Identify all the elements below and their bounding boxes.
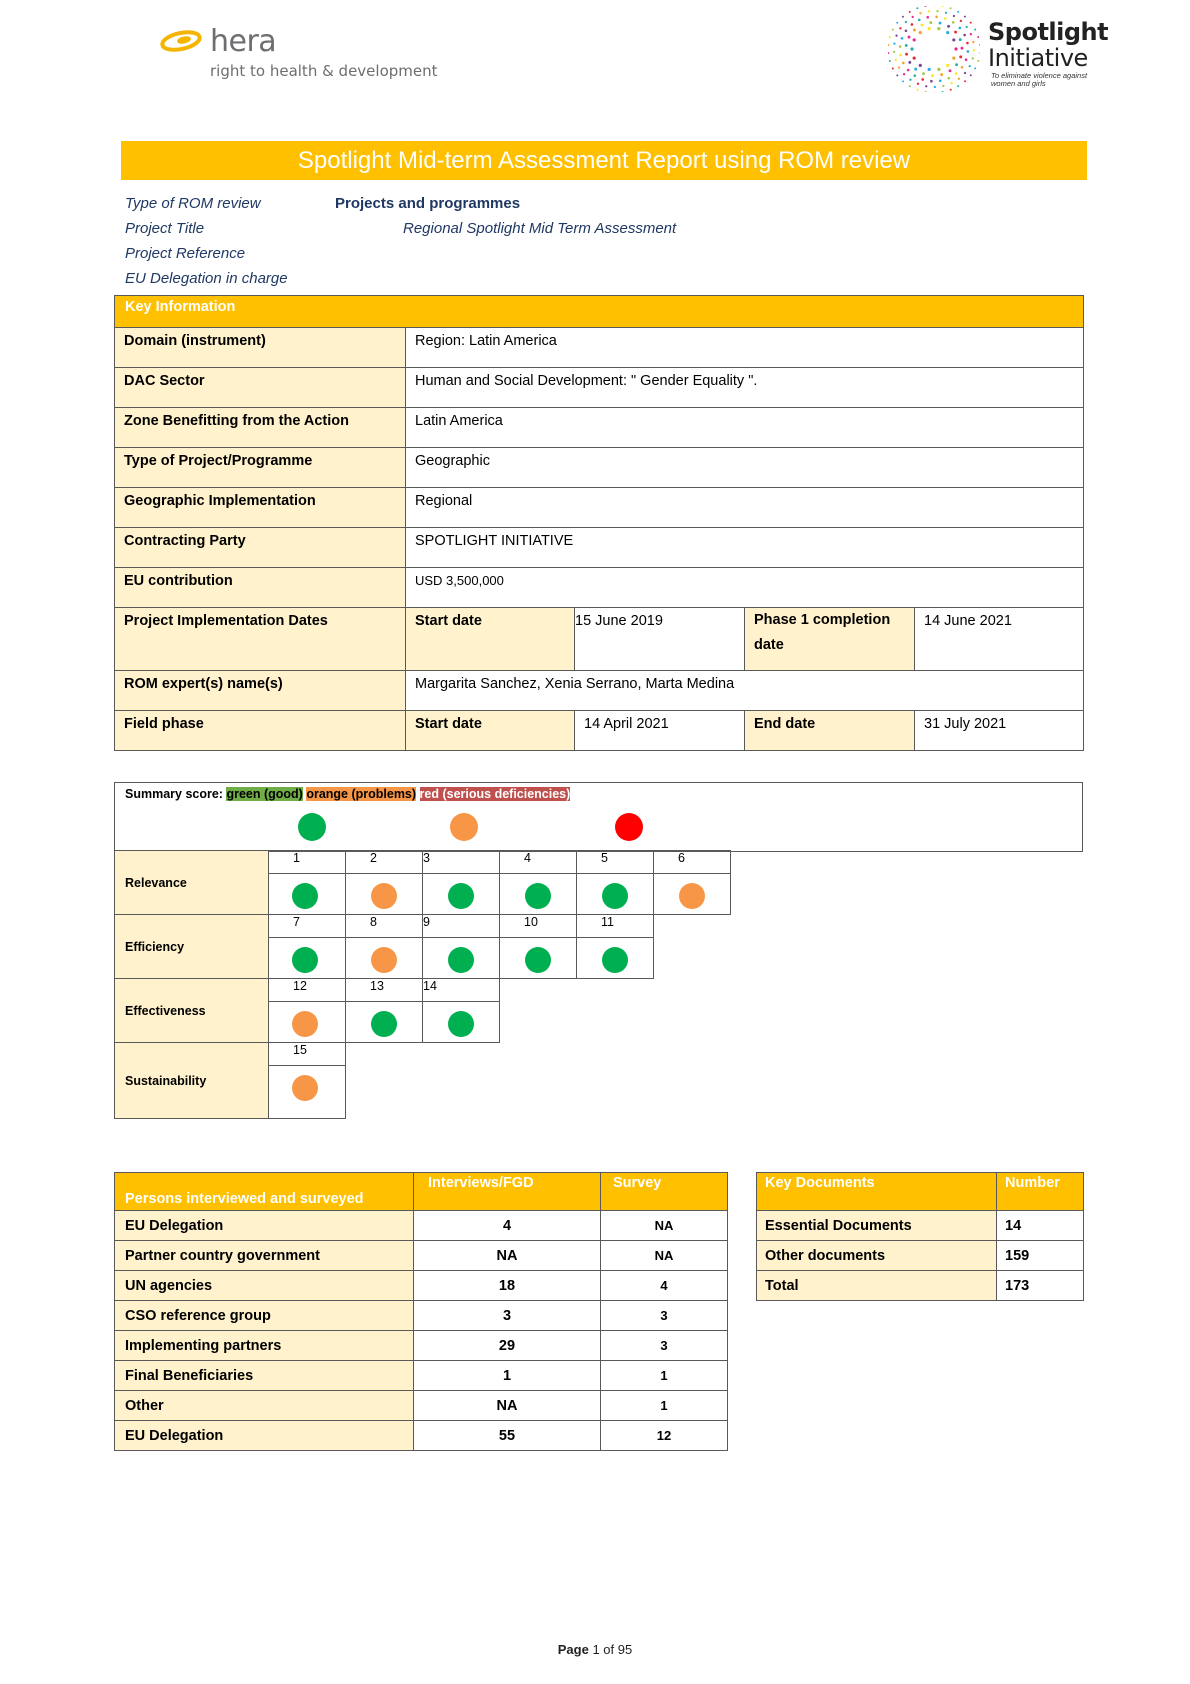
score-cell [500,874,577,915]
project-reference-label: Project Reference [125,245,246,262]
key-info-value: Regional [406,488,1084,528]
score-dot-green [292,947,318,973]
interviews-count: 18 [414,1271,601,1301]
key-documents-header: Key Documents [757,1173,997,1211]
survey-count: NA [601,1211,728,1241]
rom-experts-value: Margarita Sanchez, Xenia Serrano, Marta Medina [406,671,1084,711]
interviews-count: 55 [414,1421,601,1451]
survey-count: 3 [601,1331,728,1361]
score-dot-green [448,1011,474,1037]
interviews-count: 1 [414,1361,601,1391]
key-info-value: SPOTLIGHT INITIATIVE [406,528,1084,568]
score-dot-orange [292,1011,318,1037]
survey-count: 12 [601,1421,728,1451]
key-info-label: Type of Project/Programme [115,448,406,488]
key-info-value: Latin America [406,408,1084,448]
legend-orange: orange (problems) [306,787,417,801]
interviews-header: Interviews/FGD [414,1173,601,1211]
field-start-value: 14 April 2021 [575,711,745,751]
criterion-label: Relevance [115,851,269,915]
criterion-number: 5 [577,851,654,874]
score-cell [423,938,500,979]
field-end-label: End date [745,711,915,751]
score-dot-orange [371,883,397,909]
document-type-label: Essential Documents [757,1211,997,1241]
score-dot-orange [292,1075,318,1101]
key-info-value: USD 3,500,000 [406,568,1084,608]
key-info-label: DAC Sector [115,368,406,408]
survey-count: 1 [601,1391,728,1421]
criterion-number: 10 [500,915,577,938]
score-dot-green [602,883,628,909]
criterion-number: 1 [269,851,346,874]
key-info-value: Geographic [406,448,1084,488]
field-start-label: Start date [406,711,575,751]
criterion-number: 2 [346,851,423,874]
key-info-label: Domain (instrument) [115,328,406,368]
score-dot-green [525,883,551,909]
person-group-label: EU Delegation [115,1421,414,1451]
survey-count: NA [601,1241,728,1271]
criterion-label: Sustainability [115,1043,269,1119]
criterion-number: 11 [577,915,654,938]
document-type-label: Other documents [757,1241,997,1271]
document-count: 159 [997,1241,1084,1271]
interviews-count: NA [414,1241,601,1271]
key-info-label: Geographic Implementation [115,488,406,528]
criterion-number: 15 [269,1043,346,1066]
criterion-number: 12 [269,979,346,1002]
page-of-total: of 95 [599,1642,633,1657]
phase1-completion-value: 14 June 2021 [915,608,1084,671]
score-dot-green [448,883,474,909]
report-title: Spotlight Mid-term Assessment Report using ROM review [121,141,1087,180]
spotlight-logo [888,6,1108,92]
page-number: 1 [592,1642,600,1657]
impl-start-value: 15 June 2019 [575,608,745,671]
eu-delegation-label: EU Delegation in charge [125,270,288,287]
score-cell [423,874,500,915]
initiative-word: Initiative [988,44,1088,72]
summary-score-label: Summary score: [125,787,227,801]
page-label: Page [557,1642,593,1657]
spotlight-burst-icon [888,6,980,92]
person-group-label: Implementing partners [115,1331,414,1361]
score-cell [654,874,731,915]
key-documents-table [756,1172,1084,1301]
hera-logo [160,24,438,84]
impl-start-label: Start date [406,608,575,671]
score-cell [269,1002,346,1043]
key-information-header: Key Information [115,296,1084,328]
criterion-number: 13 [346,979,423,1002]
legend-red: red (serious deficiencies) [419,787,571,801]
field-phase-label: Field phase [115,711,406,751]
page-footer [0,1642,1190,1657]
criterion-number: 14 [423,979,500,1002]
rom-type-label: Type of ROM review [125,195,261,212]
score-dot-green [292,883,318,909]
spotlight-tagline: To eliminate violence against women and girls [991,71,1088,88]
survey-count: 4 [601,1271,728,1301]
hera-name: hera [210,24,277,59]
persons-header: Persons interviewed and surveyed [115,1173,414,1211]
document-count: 14 [997,1211,1084,1241]
score-cell [423,1002,500,1043]
criterion-number: 6 [654,851,731,874]
rom-experts-label: ROM expert(s) name(s) [115,671,406,711]
key-information-table [114,295,1084,751]
criterion-number: 9 [423,915,500,938]
legend-green-dot [298,813,326,841]
summary-score-legend [125,787,570,801]
key-info-label: Zone Benefitting from the Action [115,408,406,448]
spotlight-word: Spotlight [988,18,1109,46]
criterion-label: Efficiency [115,915,269,979]
project-title-value: Regional Spotlight Mid Term Assessment [403,220,677,237]
key-info-value: Region: Latin America [406,328,1084,368]
survey-count: 3 [601,1301,728,1331]
score-dot-green [371,1011,397,1037]
person-group-label: Other [115,1391,414,1421]
score-dot-green [602,947,628,973]
number-header: Number [997,1173,1084,1211]
project-title-label: Project Title [125,220,205,237]
survey-header: Survey [601,1173,728,1211]
score-dot-green [525,947,551,973]
rom-type-value: Projects and programmes [335,195,521,212]
score-cell [346,938,423,979]
score-cell [346,1002,423,1043]
score-dot-green [448,947,474,973]
score-cell [500,938,577,979]
criterion-number: 7 [269,915,346,938]
survey-count: 1 [601,1361,728,1391]
key-info-label: Contracting Party [115,528,406,568]
criterion-number: 4 [500,851,577,874]
score-cell [269,1066,346,1119]
document-count: 173 [997,1271,1084,1301]
hera-tagline: right to health & development [210,62,438,80]
implementation-dates-label: Project Implementation Dates [115,608,406,671]
legend-green: green (good) [226,787,303,801]
score-cell [346,874,423,915]
key-info-value: Human and Social Development: " Gender Equality ". [406,368,1084,408]
score-dot-orange [679,883,705,909]
person-group-label: EU Delegation [115,1211,414,1241]
interviews-count: 29 [414,1331,601,1361]
score-cell [269,874,346,915]
legend-red-dot [615,813,643,841]
criteria-score-grid [114,850,731,1119]
interviews-count: 3 [414,1301,601,1331]
summary-score-box [114,782,1083,852]
legend-orange-dot [450,813,478,841]
field-end-value: 31 July 2021 [915,711,1084,751]
interviews-count: NA [414,1391,601,1421]
score-cell [269,938,346,979]
criterion-label: Effectiveness [115,979,269,1043]
score-cell [577,874,654,915]
person-group-label: Final Beneficiaries [115,1361,414,1391]
person-group-label: Partner country government [115,1241,414,1271]
phase1-completion-label: Phase 1 completion date [745,608,915,671]
person-group-label: CSO reference group [115,1301,414,1331]
score-dot-orange [371,947,397,973]
persons-interviewed-table [114,1172,728,1451]
key-info-label: EU contribution [115,568,406,608]
score-cell [577,938,654,979]
criterion-number: 8 [346,915,423,938]
hera-swirl-icon [160,30,202,52]
document-type-label: Total [757,1271,997,1301]
criterion-number: 3 [423,851,500,874]
person-group-label: UN agencies [115,1271,414,1301]
interviews-count: 4 [414,1211,601,1241]
